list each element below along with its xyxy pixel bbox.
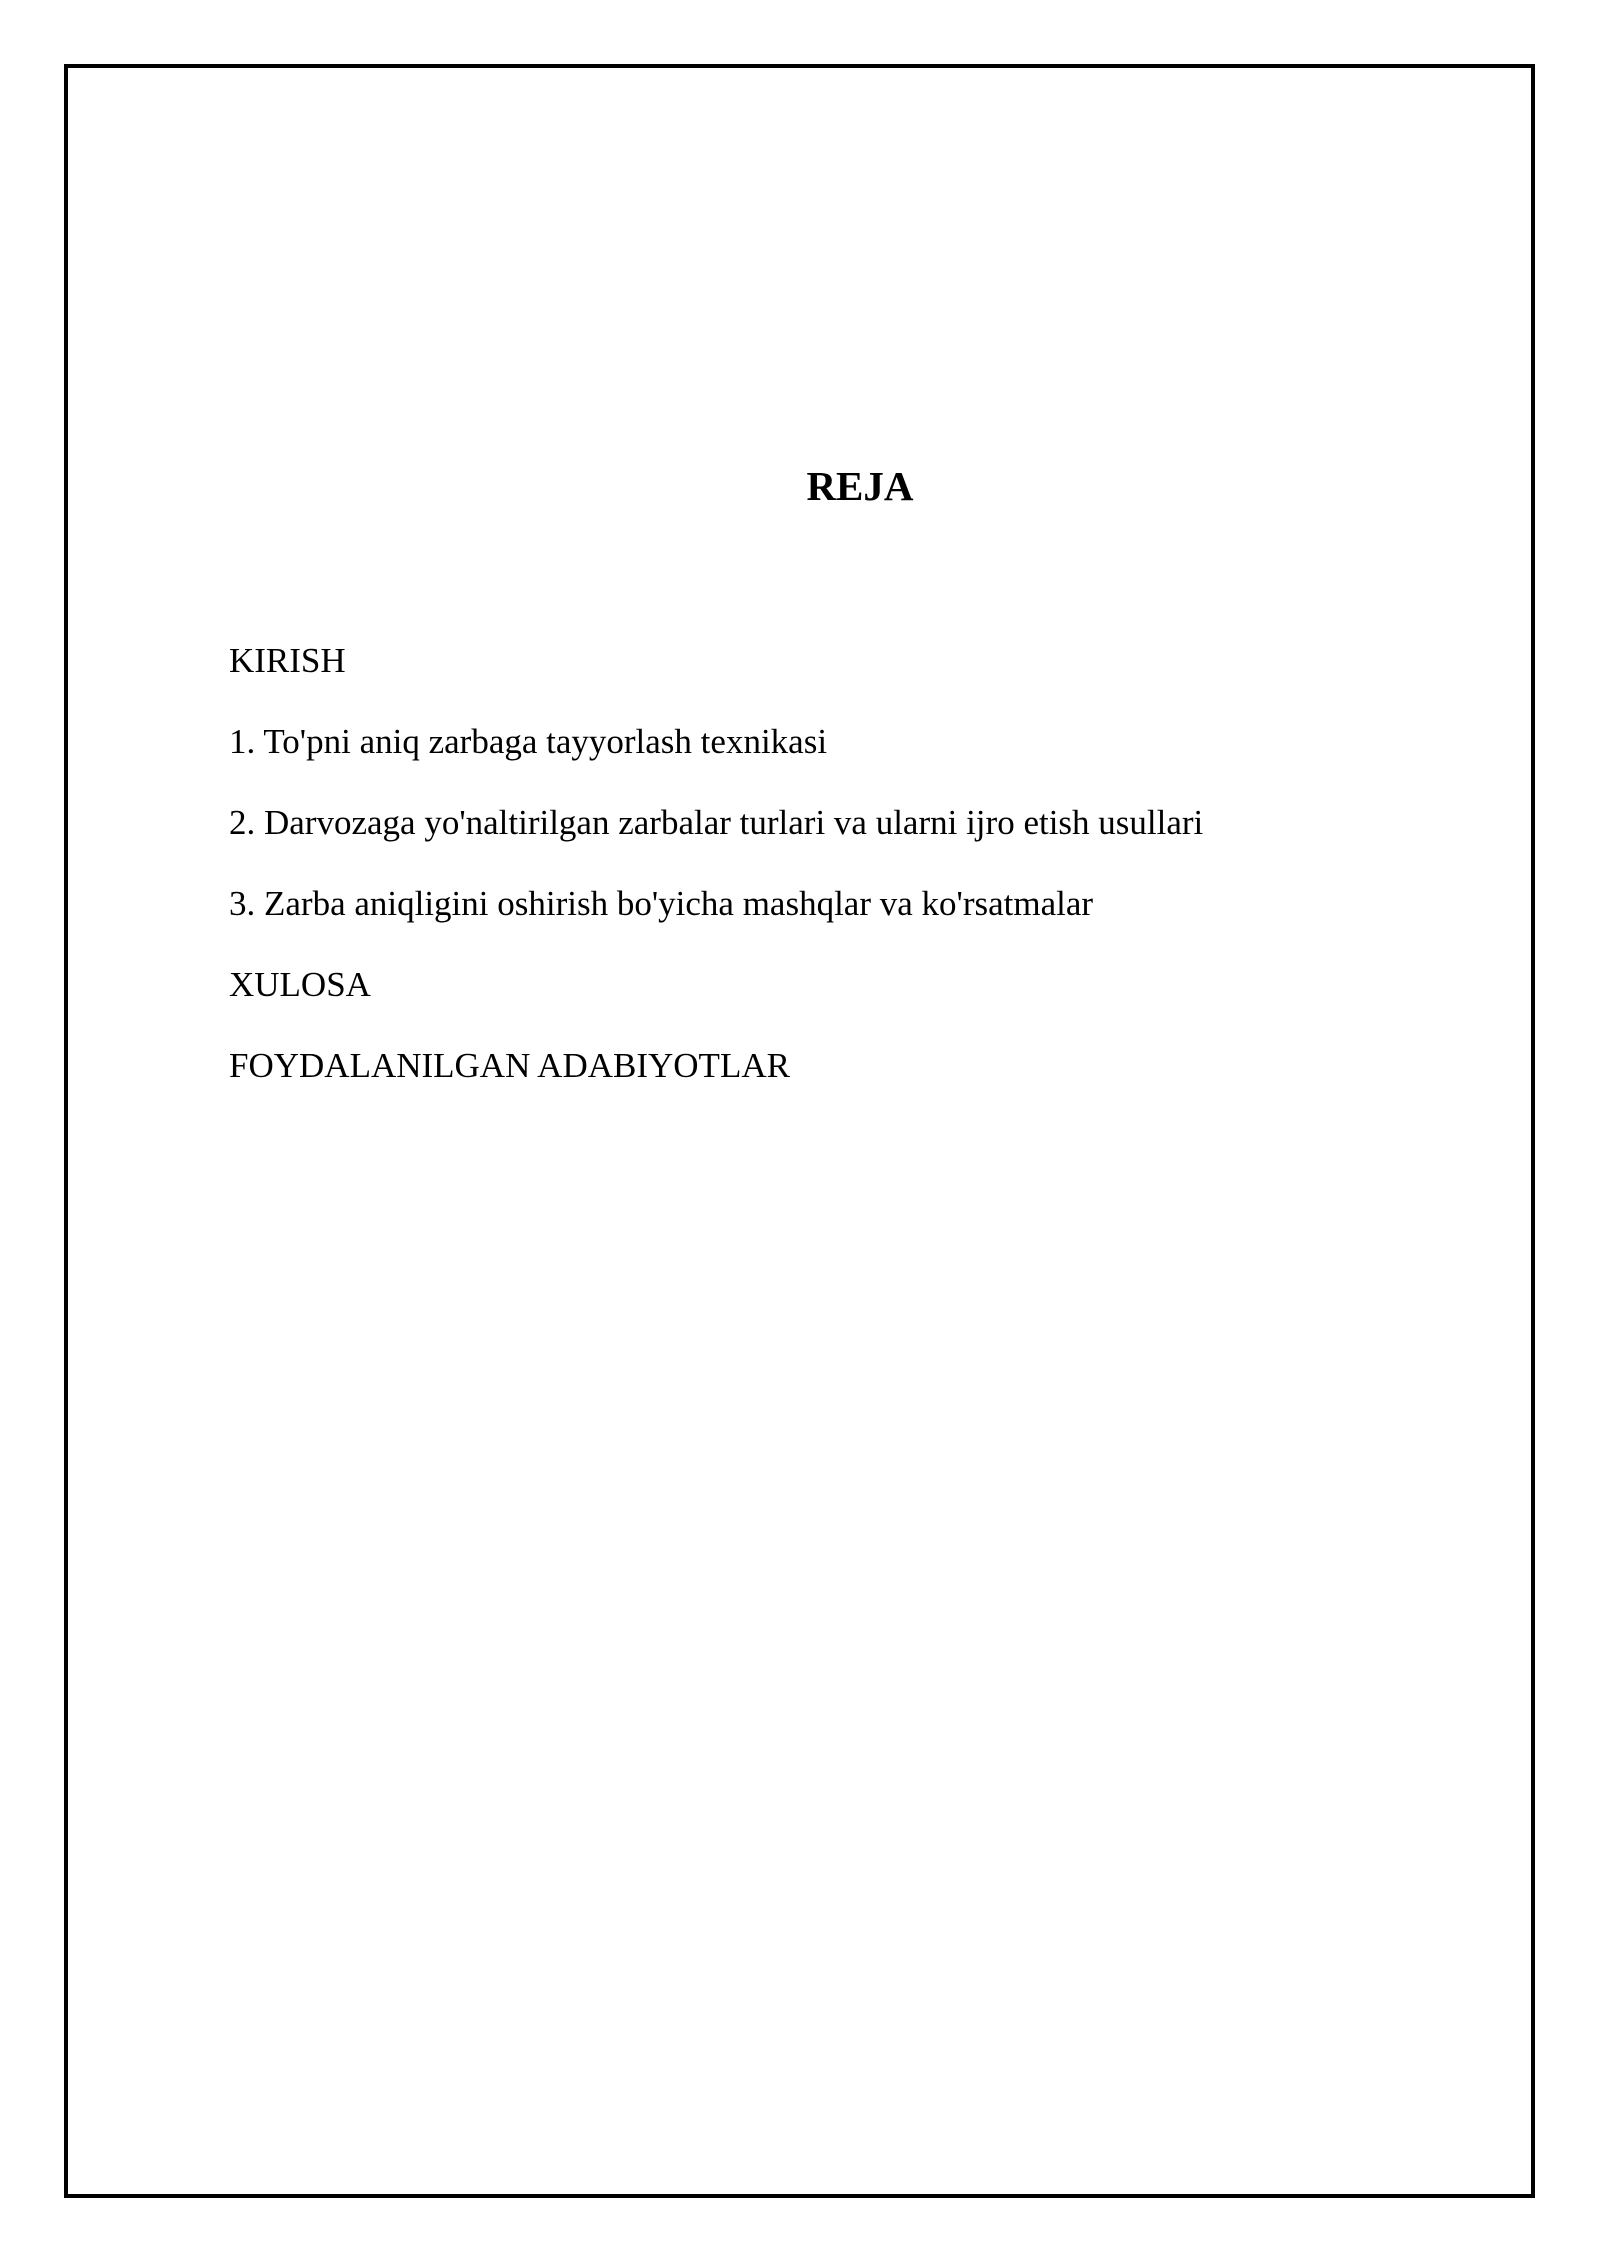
toc-item-kirish: KIRISH [229, 641, 346, 680]
toc-item-adabiyotlar: FOYDALANILGAN ADABIYOTLAR [229, 1046, 790, 1085]
table-of-contents [229, 640, 1203, 1126]
toc-item-2: 2. Darvozaga yo'naltirilgan zarbalar turlari va ularni ijro etish usullari [229, 803, 1204, 842]
page-title: REJA [806, 463, 914, 509]
toc-item-3: 3. Zarba aniqligini oshirish bo'yicha mashqlar va ko'rsatmalar [229, 884, 1094, 923]
toc-item-1: 1. To'pni aniq zarbaga tayyorlash texnikasi [229, 722, 828, 761]
page-border [64, 64, 1535, 2198]
toc-item-xulosa: XULOSA [229, 965, 371, 1004]
